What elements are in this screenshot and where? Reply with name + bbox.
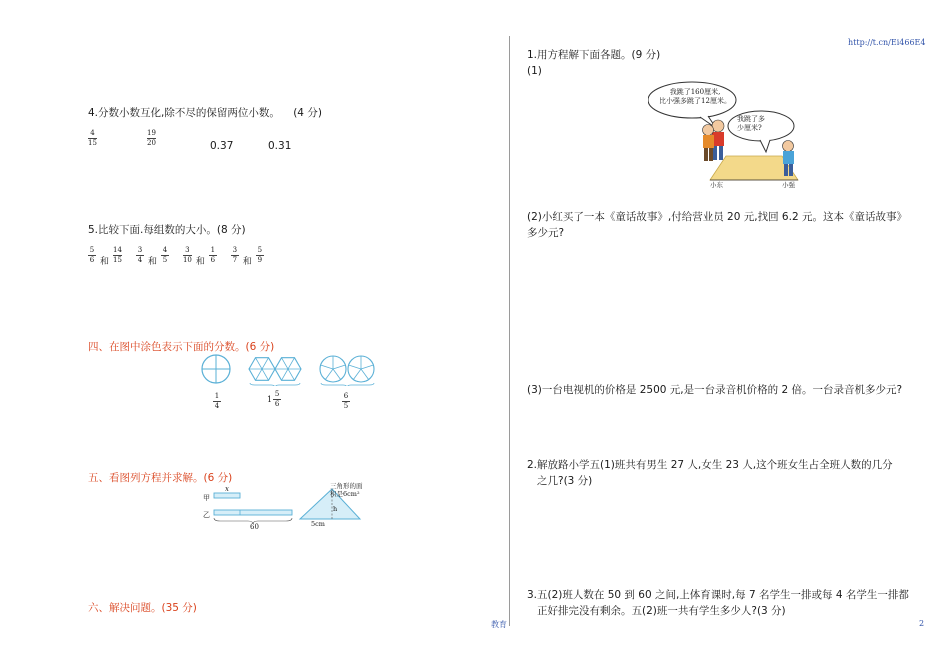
q5-pair3-a: $\frac{3}{10}$ [182, 245, 192, 264]
bubble2-text [737, 115, 765, 134]
r-q1-sub3: (3)一台电视机的价格是 2500 元,是一台录音机价格的 2 倍。一台录音机多少元? [527, 384, 903, 396]
r-q1-sub2-line2: 多少元? [527, 227, 565, 240]
segment-diagram [214, 493, 292, 524]
frac-den: 15 [88, 139, 97, 147]
q5-and: 和 [100, 257, 110, 267]
r-q3 [527, 587, 909, 620]
q4-fraction-2 [147, 128, 156, 147]
hexagon-figure-1 [249, 358, 275, 381]
r-q3-line1: 3.五(2)班人数在 50 到 60 之间,上体育课时,每 7 名学生一排或每 4 名学生一排都 [527, 589, 909, 601]
shade-label-3: $\frac{6}{5}$ [343, 391, 349, 410]
circle-fifths-figure-2 [348, 356, 374, 382]
r-q1-sub2 [527, 209, 907, 242]
section6-title: 六、解决问题。(35 分) [88, 602, 197, 614]
q5-pair3-b: $\frac{1}{6}$ [210, 245, 216, 264]
bubble2-line1: 我跳了多 [737, 115, 765, 123]
circle-quarters-figure [202, 355, 230, 383]
q4-score: (4 分) [293, 107, 322, 119]
q4-decimal-1: 0.37 [210, 140, 234, 152]
q4-decimal-2: 0.31 [268, 140, 292, 152]
name-xiaoqiang: 小强 [782, 181, 795, 189]
q4-title [88, 107, 322, 121]
q5-and: 和 [242, 257, 252, 267]
q5-pair1-b: $\frac{14}{15}$ [113, 245, 122, 264]
frac-den: 20 [147, 139, 156, 147]
diagram-yi: 乙 [203, 511, 210, 519]
section4-title: 四、在图中涂色表示下面的分数。(6 分) [88, 341, 275, 353]
q4-title-text: 4.分数小数互化,除不尽的保留两位小数。 [88, 107, 280, 119]
r-q1-sub1: (1) [527, 65, 542, 77]
q5-and: 和 [195, 257, 205, 267]
bubble2-line2: 少厘米? [737, 124, 762, 133]
q5-title: 5.比较下面.每组数的大小。(8 分) [88, 224, 246, 236]
q5-pair2-b: $\frac{4}{5}$ [162, 245, 168, 264]
triangle-h: h [333, 505, 338, 513]
r-q3-line2: 正好排完没有剩余。五(2)班一共有学生多少人?(3 分) [537, 605, 786, 618]
triangle-note [330, 482, 363, 498]
kid-friend-figure [703, 125, 715, 162]
diagram-jia: 甲 [203, 494, 210, 502]
q4-fraction-1 [88, 128, 97, 147]
frac-num: 4 [90, 128, 95, 137]
q5-pair4-b: $\frac{5}{9}$ [257, 245, 263, 264]
shade-label-1: $\frac{1}{4}$ [214, 391, 220, 410]
r-q2-line1: 2.解放路小学五(1)班共有男生 27 人,女生 23 人,这个班女生占全班人数的几分 [527, 459, 893, 471]
r-q1-sub2-line1: (2)小红买了一本《童话故事》,付给营业员 20 元,找回 6.2 元。这本《童话故事》 [527, 211, 907, 223]
bubble1-text [656, 88, 734, 107]
section5-title: 五、看图列方程并求解。(6 分) [88, 472, 233, 484]
r-q2-line2: 之几?(3 分) [537, 475, 593, 488]
triangle-note-line1: 三角形的面 [330, 482, 363, 490]
bubble1-line2: 比小强多跳了12厘米。 [659, 97, 731, 106]
hexagon-figure-2 [275, 358, 301, 381]
triangle-note-line2: 积是6cm² [330, 490, 360, 499]
column-divider [509, 36, 510, 626]
page-number: 2 [919, 619, 925, 628]
name-xiaodong: 小东 [710, 181, 723, 189]
footer-label[interactable]: 教育 [491, 620, 507, 629]
frac-num: 19 [147, 128, 156, 137]
q5-pairs [88, 244, 264, 267]
diagram-sixty: 60 [250, 523, 259, 531]
q5-pair2-a: $\frac{3}{4}$ [137, 245, 143, 264]
r-q1-title: 1.用方程解下面各题。(9 分) [527, 49, 661, 61]
triangle-base: 5cm [311, 520, 325, 528]
shade-label-2: 1 $\frac{5}{6}$ [267, 390, 280, 409]
header-url[interactable]: http://t.cn/Ei466E4 [848, 38, 926, 47]
circle-fifths-figure-1 [320, 356, 346, 382]
q5-pair1-a: $\frac{5}{6}$ [89, 245, 95, 264]
q5-and: 和 [147, 257, 157, 267]
r-q2 [527, 457, 893, 490]
bubble1-line1: 我跳了160厘米, [669, 88, 721, 96]
q5-pair4-a: $\frac{3}{7}$ [232, 245, 238, 264]
diagram-x: x [225, 485, 229, 493]
shading-figures [195, 352, 385, 386]
